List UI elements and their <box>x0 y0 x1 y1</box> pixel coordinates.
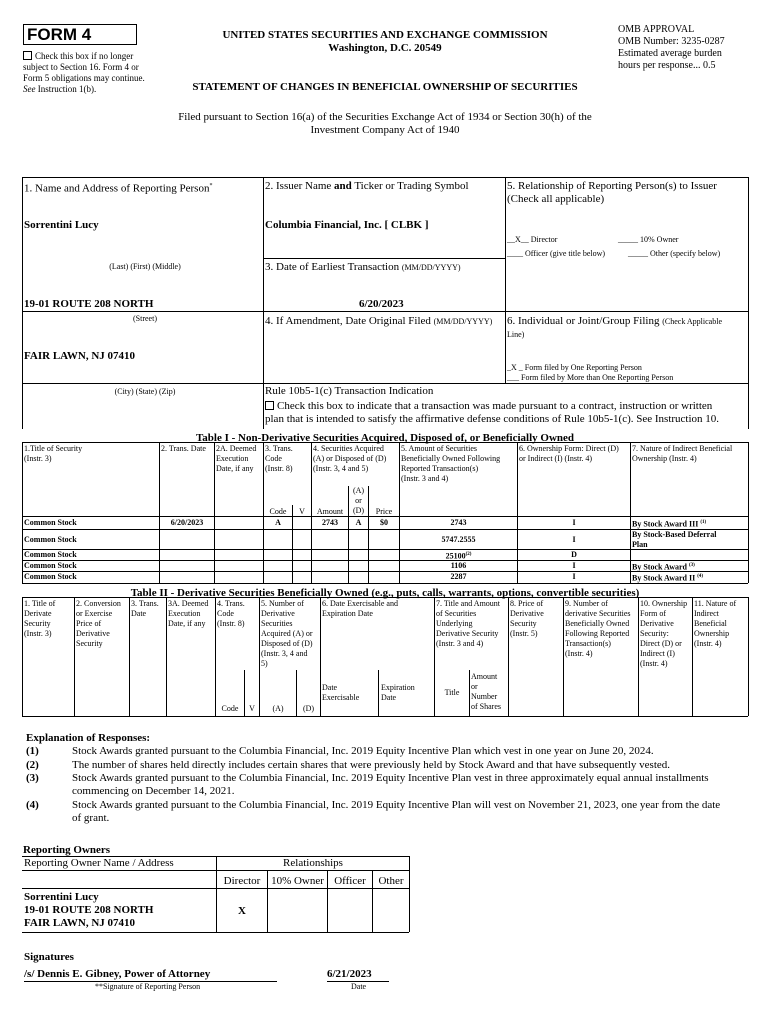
table-cell: By Stock Award II $^{(4)}$ <box>632 573 704 583</box>
t1-sub-code: Code <box>269 507 287 516</box>
signatures-heading: Signatures <box>24 951 74 963</box>
table-row: Common Stock <box>24 535 77 544</box>
date-caption: Date <box>351 982 367 991</box>
box5-label: 5. Relationship of Reporting Person(s) to Issuer (Check all applicable) <box>507 180 717 205</box>
t2-h-conversion: 2. Conversion or Exercise Price of Derivative Security <box>76 599 121 648</box>
t2-h-owned: 9. Number of derivative Securities Beneficially Owned Following Reported Transaction(s) (Instr. 4) <box>565 599 631 658</box>
filing-more-persons[interactable]: ___ Form filed by More than One Reporting Person <box>507 373 674 382</box>
street-caption: (Street) <box>133 314 157 323</box>
t2-h-date: 3. Trans. Date <box>131 599 159 618</box>
t2-sub-code: Code <box>221 704 239 713</box>
table-cell: 5747.2555 <box>441 535 476 544</box>
footnote-number: (1) <box>26 745 39 757</box>
t2-h-nature: 11. Nature of Indirect Beneficial Ownership (Instr. 4) <box>694 599 737 648</box>
form-title: FORM 4 <box>27 25 92 44</box>
owners-col-other: Other <box>378 875 404 887</box>
t1-sub-v: V <box>299 507 305 516</box>
t2-sub-v: V <box>249 704 255 713</box>
table-cell: 6/20/2023 <box>170 518 204 527</box>
table-cell: A <box>275 518 281 527</box>
issuer-name: Columbia Financial, Inc. [ CLBK ] <box>265 219 429 231</box>
footnote-number: (2) <box>26 759 39 771</box>
owners-col-officer: Officer <box>334 875 366 887</box>
table-cell: A <box>355 518 362 527</box>
t2-sub-amount: Amount or Number of Shares <box>471 672 501 711</box>
t2-h-underlying: 7. Title and Amount of Securities Underlying Derivative Security (Instr. 3 and 4) <box>436 599 501 648</box>
t1-sub-aod: (A) or (D) <box>352 486 365 515</box>
omb-approval: OMB APPROVAL OMB Number: 3235-0287 Estimated average burden hours per response... 0.5 <box>618 24 725 71</box>
box1-label: 1. Name and Address of Reporting Person* <box>24 182 213 195</box>
table-cell: 1106 <box>450 561 467 570</box>
t2-h-code: 4. Trans. Code (Instr. 8) <box>217 599 245 628</box>
t1-sub-amount: Amount <box>316 507 344 516</box>
rule-label: Rule 10b5-1(c) Transaction Indication <box>265 385 434 397</box>
table-cell: 2743 <box>450 518 467 527</box>
owners-col-director: Director <box>223 875 261 887</box>
footnote-text: The number of shares held directly includes certain shares that were previously held by Stock Award and that have subsequently vested. <box>72 759 671 771</box>
explanation-heading: Explanation of Responses: <box>26 732 151 744</box>
t2-h-exercisable: 6. Date Exercisable and Expiration Date <box>322 599 398 618</box>
table-cell: I <box>572 518 576 527</box>
t2-sub-a: (A) <box>272 704 284 713</box>
relationship-other[interactable]: _____ Other (specify below) <box>628 249 721 258</box>
t2-h-deemed: 3A. Deemed Execution Date, if any <box>168 599 209 628</box>
t1-h-securities: 4. Securities Acquired (A) or Disposed of (D) (Instr. 3, 4 and 5) <box>313 444 387 473</box>
signature-caption: **Signature of Reporting Person <box>95 982 201 991</box>
t1-h-amount: 5. Amount of Securities Beneficially Owned Following Reported Transaction(s) (Instr. 3 and 4) <box>401 444 501 483</box>
relationship-ten-pct[interactable]: _____ 10% Owner <box>618 235 679 244</box>
owner-director-mark: X <box>238 905 246 917</box>
t2-sub-title: Title <box>444 688 460 697</box>
filing-one-person[interactable]: _X _ Form filed by One Reporting Person <box>507 363 642 372</box>
agency-name: UNITED STATES SECURITIES AND EXCHANGE COMMISSION <box>222 29 548 41</box>
table-row: Common Stock <box>24 550 77 559</box>
name-caption: (Last) (First) (Middle) <box>109 262 181 271</box>
owners-heading: Reporting Owners <box>23 844 111 856</box>
signature-name: /s/ Dennis E. Gibney, Power of Attorney <box>24 968 277 982</box>
t1-h-date: 2. Trans. Date <box>161 444 206 453</box>
signature-date: 6/21/2023 <box>327 968 389 982</box>
owner-name-address: Sorrentini Lucy 19-01 ROUTE 208 NORTH FAIR LAWN, NJ 07410 <box>24 891 154 929</box>
box2-label: 2. Issuer Name and Ticker or Trading Symbol <box>265 180 469 192</box>
form-title-box <box>23 24 137 45</box>
table-cell: 25100$^{(2)}$ <box>445 551 472 561</box>
owners-col-ten-pct: 10% Owner <box>271 875 324 887</box>
table-cell: By Stock Award III $^{(1)}$ <box>632 519 707 529</box>
table-cell: 2287 <box>450 572 467 581</box>
t2-h-number: 5. Number of Derivative Securities Acquired (A) or Disposed of (D) (Instr. 3, 4 and 5) <box>261 599 313 668</box>
table-row: Common Stock <box>24 518 77 527</box>
table-cell: $0 <box>380 518 388 527</box>
footnote-text: Stock Awards granted pursuant to the Columbia Financial, Inc. 2019 Equity Incentive Plan vest in three approximately equal annual installments commencing on December 14, 2021. <box>72 772 709 797</box>
section16-checkbox[interactable] <box>23 51 32 60</box>
table2-title: Table II - Derivative Securities Beneficially Owned (e.g., puts, calls, warrants, options, convertible securities) <box>130 587 640 599</box>
t1-h-ownership: 6. Ownership Form: Direct (D) or Indirect (I) (Instr. 4) <box>519 444 619 463</box>
footnote-number: (3) <box>26 772 39 784</box>
table-row: Common Stock <box>24 561 77 570</box>
box4-label: 4. If Amendment, Date Original Filed (MM/DD/YYYY) <box>265 315 493 327</box>
table-cell: I <box>572 535 576 544</box>
t2-h-form: 10. Ownership Form of Derivative Security: Direct (D) or Indirect (I) (Instr. 4) <box>640 599 688 668</box>
city-caption: (City) (State) (Zip) <box>114 387 176 396</box>
statement-title: STATEMENT OF CHANGES IN BENEFICIAL OWNERSHIP OF SECURITIES <box>192 81 578 93</box>
earliest-transaction-date: 6/20/2023 <box>359 298 404 310</box>
table-cell: By Stock Award $^{(3)}$ <box>632 562 695 572</box>
t2-h-title: 1. Title of Derivate Security (Instr. 3) <box>24 599 56 638</box>
footnote-text: Stock Awards granted pursuant to the Columbia Financial, Inc. 2019 Equity Incentive Plan which vest in one year on June 20, 2024. <box>72 745 654 757</box>
owners-col-relationships: Relationships <box>283 857 343 869</box>
table-cell: I <box>572 572 576 581</box>
filed-pursuant: Filed pursuant to Section 16(a) of the Securities Exchange Act of 1934 or Section 30(h) of the Investment Company Act of 1940 <box>178 111 592 136</box>
table-cell: 2743 <box>322 518 338 527</box>
table-row: Common Stock <box>24 572 77 581</box>
t2-sub-exp: Expiration Date <box>381 683 415 702</box>
rule-checkbox-text: Check this box to indicate that a transaction was made pursuant to a contract, instruction or written plan that is intended to satisfy the affirmative defense conditions of Rule 10b5-1(c). See Instruction 10. <box>265 400 720 425</box>
agency-location: Washington, D.C. 20549 <box>328 42 442 54</box>
box6-label: 6. Individual or Joint/Group Filing (Check Applicable Line) <box>507 315 722 339</box>
table-cell: I <box>572 561 576 570</box>
t1-h-title: 1.Title of Security (Instr. 3) <box>24 444 83 463</box>
reporting-person-street: 19-01 ROUTE 208 NORTH <box>24 298 154 310</box>
t1-sub-price: Price <box>375 507 393 516</box>
box3-label: 3. Date of Earliest Transaction (MM/DD/YYYY) <box>265 261 461 273</box>
t1-h-deemed: 2A. Deemed Execution Date, if any <box>216 444 257 473</box>
table-cell: D <box>571 550 577 559</box>
reporting-person-name: Sorrentini Lucy <box>24 219 99 231</box>
rule-checkbox[interactable] <box>265 401 274 410</box>
t2-sub-date-ex: Date Exercisable <box>322 683 360 702</box>
footnote-number: (4) <box>26 799 39 811</box>
relationship-officer[interactable]: ____ Officer (give title below) <box>507 249 606 258</box>
footnote-text: Stock Awards granted pursuant to the Columbia Financial, Inc. 2019 Equity Incentive Plan will vest on November 21, 2023, one year from the date of grant. <box>72 799 721 824</box>
relationship-director[interactable]: __X__ Director <box>507 235 558 244</box>
reporting-person-city: FAIR LAWN, NJ 07410 <box>24 350 136 362</box>
owners-col-name: Reporting Owner Name / Address <box>24 857 174 869</box>
t2-h-price: 8. Price of Derivative Security (Instr. 5) <box>510 599 544 638</box>
t1-h-nature: 7. Nature of Indirect Beneficial Ownership (Instr. 4) <box>632 444 733 463</box>
t1-h-code: 3. Trans. Code (Instr. 8) <box>265 444 293 473</box>
table1-title: Table I - Non-Derivative Securities Acquired, Disposed of, or Beneficially Owned <box>195 432 575 444</box>
t2-sub-d: (D) <box>302 704 315 713</box>
section16-checkbox-text: Check this box if no longer subject to Section 16. Form 4 or Form 5 obligations may continue. See Instruction 1(b). <box>23 51 145 94</box>
table-cell: By Stock-Based Deferral Plan <box>632 530 717 549</box>
